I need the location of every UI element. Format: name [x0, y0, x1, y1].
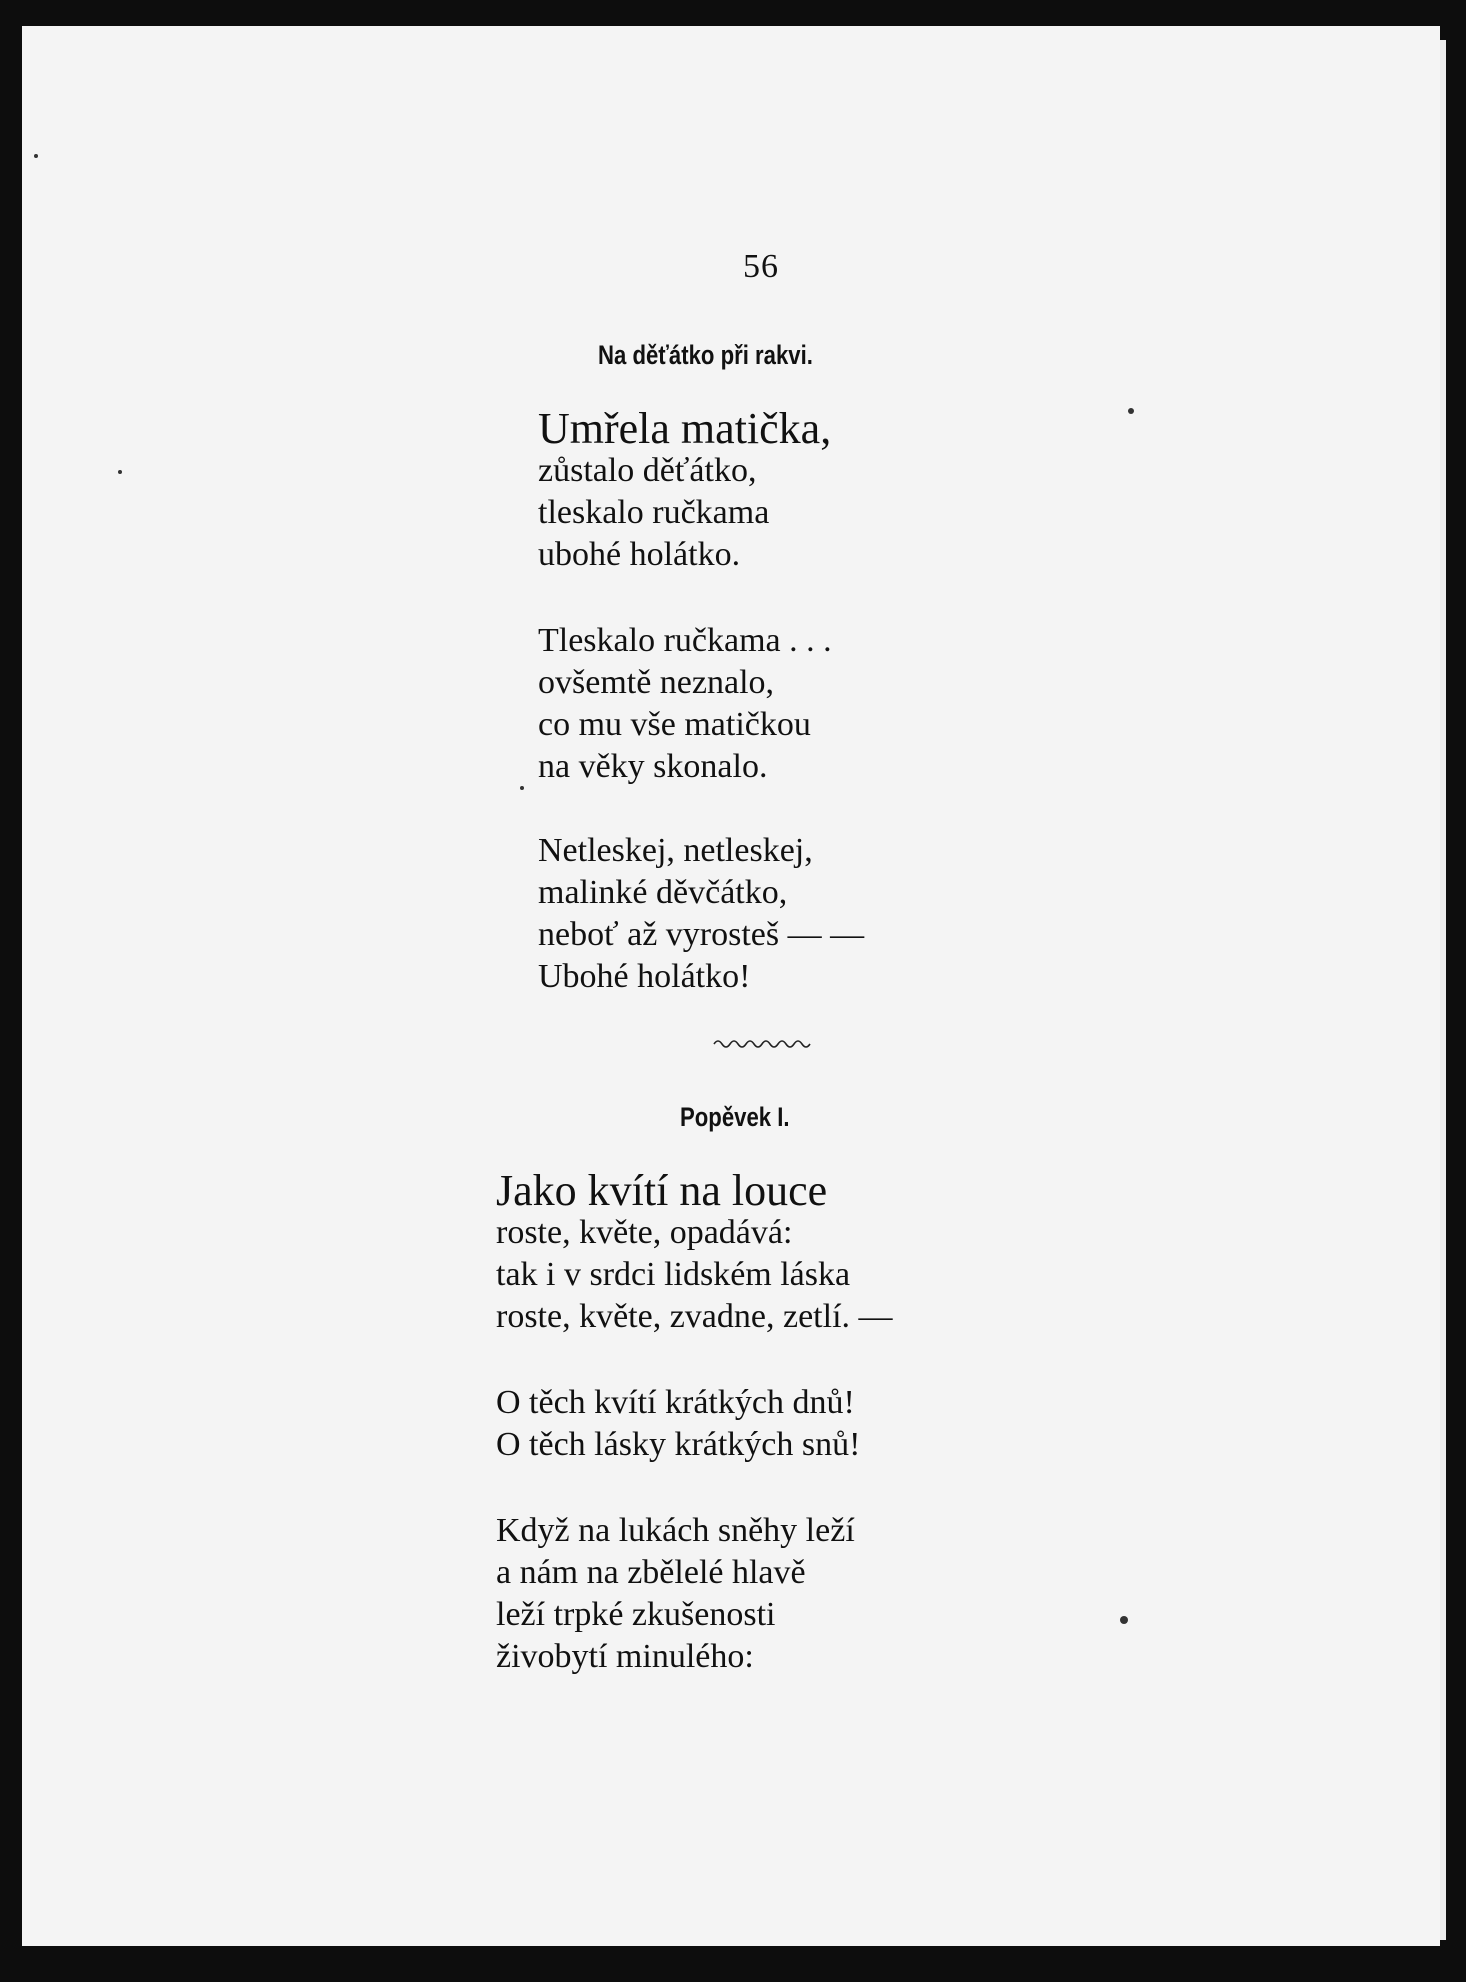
stanza: [538, 620, 832, 788]
dust-speck: [520, 786, 524, 790]
poem-title: Popěvek I.: [680, 1102, 790, 1132]
stanza: [538, 830, 864, 998]
dust-speck: [118, 470, 122, 474]
verse-line: Když na lukách sněhy leží: [496, 1512, 855, 1549]
poem-title: Na děťátko při rakvi.: [598, 340, 813, 370]
verse-line-text: Jako kvítí na louce: [496, 1166, 828, 1215]
verse-line: ovšemtě neznalo,: [538, 664, 775, 701]
page-number: 56: [743, 248, 779, 285]
verse-line: O těch lásky krátkých snů!: [496, 1426, 861, 1463]
verse-line: Netleskej, netleskej,: [538, 832, 813, 869]
stanza: [496, 1510, 855, 1678]
verse-line: neboť až vyrosteš — —: [538, 916, 865, 953]
verse-line: tak i v srdci lidském láska: [496, 1256, 851, 1293]
verse-line: ubohé holátko.: [538, 536, 741, 573]
verse-line-text: Umřela matička,: [538, 404, 832, 453]
verse-line: [538, 404, 832, 453]
stanza: [496, 1166, 893, 1338]
verse-line: Tleskalo ručkama . . .: [538, 622, 832, 659]
verse-line: Ubohé holátko!: [538, 958, 751, 995]
dust-speck: [34, 154, 38, 158]
ornament-divider: [712, 1036, 812, 1050]
verse-line: roste, květe, zvadne, zetlí. —: [496, 1298, 893, 1335]
verse-line: [496, 1166, 893, 1215]
verse-line: co mu vše matičkou: [538, 706, 811, 743]
verse-line: živobytí minulého:: [496, 1638, 754, 1675]
dust-speck: [1120, 1616, 1128, 1624]
verse-line: na věky skonalo.: [538, 748, 768, 785]
verse-line: O těch kvítí krátkých dnů!: [496, 1384, 855, 1421]
verse-line: zůstalo děťátko,: [538, 452, 757, 489]
paper-edge: [1440, 40, 1446, 1940]
stanza: [538, 404, 832, 576]
verse-line: malinké děvčátko,: [538, 874, 788, 911]
verse-line: a nám na zbělelé hlavě: [496, 1554, 806, 1591]
verse-line: leží trpké zkušenosti: [496, 1596, 776, 1633]
dust-speck: [1128, 408, 1134, 414]
verse-line: tleskalo ručkama: [538, 494, 770, 531]
verse-line: roste, květe, opadává:: [496, 1214, 793, 1251]
stanza: [496, 1382, 860, 1466]
